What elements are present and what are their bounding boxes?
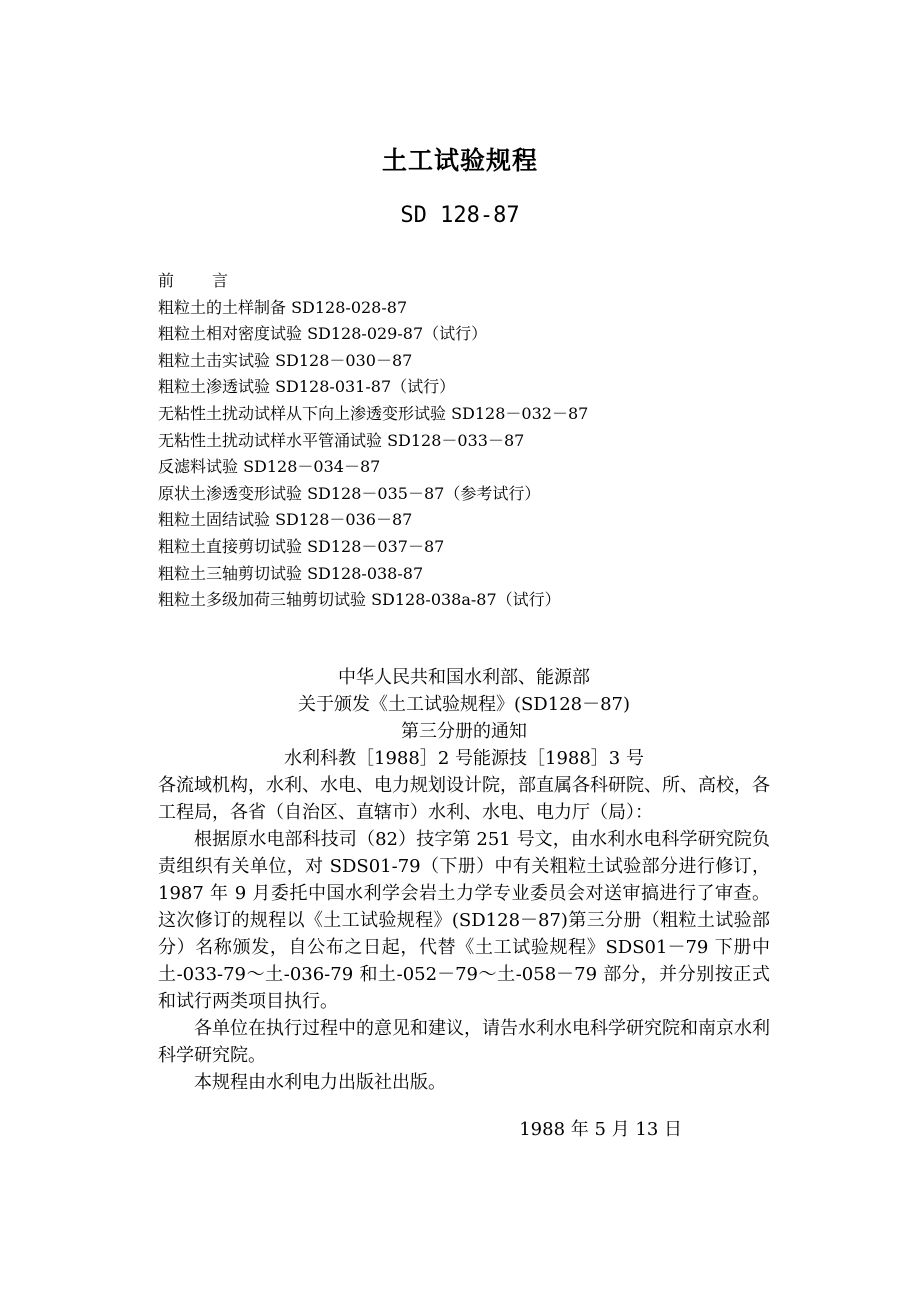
notice-heading-line-2: 第三分册的通知 xyxy=(401,721,527,742)
toc-preface xyxy=(158,268,778,295)
toc-item: 原状土渗透变形试验 SD128－035－87（参考试行） xyxy=(158,483,541,503)
toc-item: 粗粒土相对密度试验 SD128-029-87（试行） xyxy=(158,324,488,344)
toc-item: 反滤料试验 SD128－034－87 xyxy=(158,457,381,477)
notice-addressees: 各流域机构，水利、水电、电力规划设计院，部直属各科研院、所、高校，各工程局，各省（自治区、直辖市）水利、水电、电力厅（局）： xyxy=(158,775,770,823)
notice-paragraph-2: 各单位在执行过程中的意见和建议，请告水利水电科学研究院和南京水利科学研究院。 xyxy=(158,1018,770,1066)
notice-doc-number: 水利科教［1988］2 号能源技［1988］3 号 xyxy=(284,748,644,769)
notice-heading-line-1: 关于颁发《土工试验规程》(SD128－87) xyxy=(297,694,631,715)
toc-item: 粗粒土多级加荷三轴剪切试验 SD128-038a-87（试行） xyxy=(158,590,561,610)
toc-item: 无粘性土扰动试样水平管涌试验 SD128－033－87 xyxy=(158,430,525,450)
notice-date: 1988 年 5 月 13 日 xyxy=(519,1119,682,1140)
toc-item: 粗粒土三轴剪切试验 SD128-038-87 xyxy=(158,563,424,583)
toc-item: 粗粒土固结试验 SD128－036－87 xyxy=(158,510,413,530)
document-title: 土工试验规程 xyxy=(381,146,538,175)
notice-paragraph-3: 本规程由水利电力出版社出版。 xyxy=(194,1072,446,1093)
toc-preface-char-2: 言 xyxy=(212,271,229,290)
toc-preface-char-1: 前 xyxy=(158,271,175,290)
table-of-contents xyxy=(158,268,778,614)
toc-item: 粗粒土直接剪切试验 SD128－037－87 xyxy=(158,536,445,556)
notice-paragraph-1: 根据原水电部科技司（82）技字第 251 号文，由水利水电科学研究院负责组织有关单位，对 SDS01-79（下册）中有关粗粒土试验部分进行修订，1987 年 9 月委托中国水利学会岩土力学专业委员会对送审搞进行了审查。这次修订的规程以《土工试验规程》(SD128－87)第三分册（粗粒土试验部分）名称颁发，自公布之日起，代替《土工试验规程》SDS01－79 下册中土-033-79～土-036-79 和土-052－79～土-058－79 部分，并分别按正式和试行两类项目执行。 xyxy=(158,829,770,1012)
toc-item: 粗粒土渗透试验 SD128-031-87（试行） xyxy=(158,377,456,397)
notice-issuer: 中华人民共和国水利部、能源部 xyxy=(338,667,590,688)
document-code: SD 128-87 xyxy=(400,203,520,228)
toc-item: 粗粒土击实试验 SD128－030－87 xyxy=(158,350,413,370)
notice-section xyxy=(158,664,770,1143)
toc-item: 无粘性土扰动试样从下向上渗透变形试验 SD128－032－87 xyxy=(158,403,589,423)
toc-item: 粗粒土的土样制备 SD128-028-87 xyxy=(158,297,408,317)
